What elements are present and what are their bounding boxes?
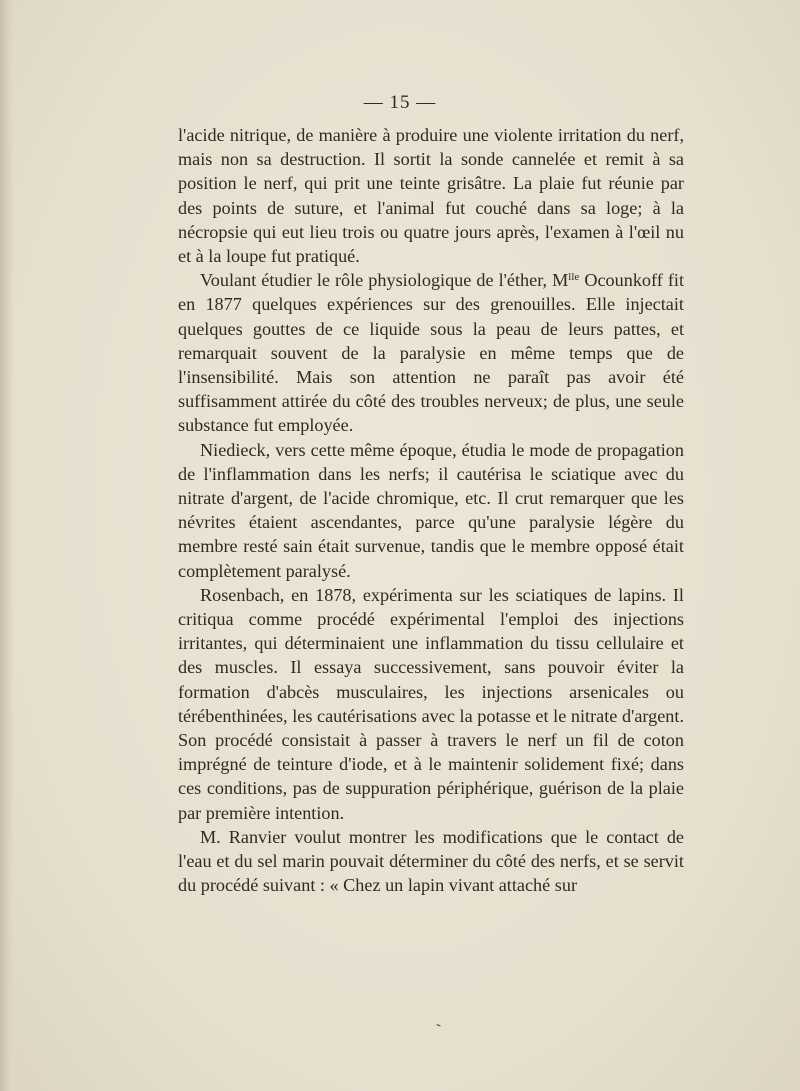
paragraph-5: M. Ranvier voulut montrer les modifications que le contact de l'eau et du sel marin pouvait déterminer du côté des nerfs, et se servit du procédé suivant : « Chez un lapin vivant attaché sur [178,826,684,896]
paragraph-1: l'acide nitrique, de manière à produire une violente irritation du nerf, mais non sa destruction. Il sortit la sonde cannelée et remit à sa position le nerf, qui prit une teinte grisâtre. La plaie fut réunie par des points de suture, et l'animal fut couché dans sa loge; à la nécropsie qui eut lieu trois ou quatre jours après, l'examen à l'œil nu et à la loupe fut pratiqué. [178,125,684,267]
superscript-lle: lle [568,271,580,284]
paragraph-2 [178,268,684,437]
ink-mark: ‑ [433,1015,445,1034]
binding-shadow [0,0,14,1091]
page-number: — 15 — [363,92,437,113]
paragraph-2-text-start: Voulant étudier le rôle physiologique de l'éther, M [200,270,569,291]
paragraph-4: Rosenbach, en 1878, expérimenta sur les sciatiques de lapins. Il critiqua comme procédé expérimental l'emploi des injections irritantes, qui déterminaient une inflammation du tissu cellulaire et des muscles. Il essaya successivement, sans pouvoir éviter la formation d'abcès musculaires, les injections arsenicales ou térébenthinées, les cautérisations avec la potasse et le nitrate d'argent. Son procédé consistait à passer à travers le nerf un fil de coton imprégné de teinture d'iode, et à le maintenir solidement fixé; dans ces conditions, pas de suppuration périphérique, guérison de la plaie par première intention. [178,584,684,823]
body-text [178,123,684,898]
paragraph-2-text-end: Ocounkoff fit en 1877 quelques expériences sur des grenouilles. Elle injectait quelques gouttes de ce liquide sous la peau de leurs pattes, et remarquait souvent de la paralysie en même temps que de l'insensibilité. Mais son attention ne paraît pas avoir été suffisamment attirée du côté des troubles nerveux; de plus, une seule substance fut employée. [178,270,684,436]
paragraph-3: Niedieck, vers cette même époque, étudia le mode de propagation de l'inflammation dans les nerfs; il cautérisa le sciatique avec du nitrate d'argent, de l'acide chromique, etc. Il crut remarquer que les névrites étaient ascendantes, parce qu'une paralysie légère du membre resté sain était survenue, tandis que le membre opposé était complètement paralysé. [178,439,684,581]
